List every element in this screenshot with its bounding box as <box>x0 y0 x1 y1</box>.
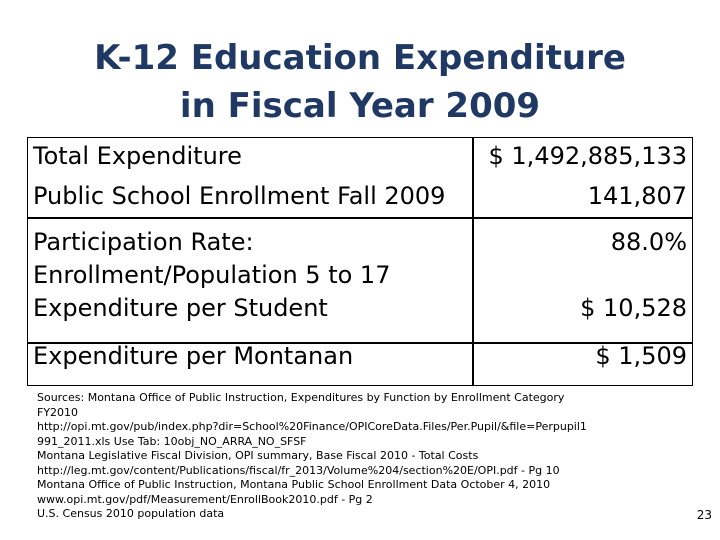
row-value-total-expenditure: $ 1,492,885,133 <box>488 142 687 170</box>
expenditure-table <box>27 137 693 386</box>
source-line: Montana Legislative Fiscal Division, OPI summary, Base Fiscal 2010 - Total Costs <box>37 449 479 462</box>
source-line: FY2010 <box>37 405 79 419</box>
row-label-total-expenditure: Total Expenditure <box>33 142 242 170</box>
source-line: Montana Office of Public Instruction, Montana Public School Enrollment Data October 4, 2010 <box>37 478 551 491</box>
slide-title <box>0 34 720 130</box>
row-value-participation-rate: 88.0% <box>610 228 687 256</box>
row-label-enrollment: Public School Enrollment Fall 2009 <box>33 182 446 210</box>
row-label-expenditure-per-student: Expenditure per Student <box>33 294 328 322</box>
row-value-expenditure-per-student: $ 10,528 <box>580 294 687 322</box>
row-label-participation-rate: Participation Rate: <box>33 228 254 256</box>
source-line: 991_2011.xls Use Tab: 10obj_NO_ARRA_NO_SFSF <box>37 434 307 448</box>
row-label-expenditure-per-montanan: Expenditure per Montanan <box>33 342 354 370</box>
column-divider <box>472 138 474 385</box>
source-line: www.opi.mt.gov/pdf/Measurement/EnrollBook2010.pdf - Pg 2 <box>37 492 373 506</box>
row-label-enrollment-population: Enrollment/Population 5 to 17 <box>33 261 391 289</box>
row-value-enrollment: 141,807 <box>587 182 687 210</box>
title-line-2: in Fiscal Year 2009 <box>179 86 541 126</box>
source-line: Sources: Montana Office of Public Instruction, Expenditures by Function by Enrollment Category <box>37 391 565 404</box>
source-line: http://opi.mt.gov/pub/index.php?dir=School%20Finance/OPICoreData.Files/Per.Pupil/&file=Perpupil1 <box>37 420 587 433</box>
source-line: http://leg.mt.gov/content/Publications/fiscal/fr_2013/Volume%204/section%20E/OPI.pdf - Pg 10 <box>37 463 560 477</box>
row-value-expenditure-per-montanan: $ 1,509 <box>595 342 687 370</box>
page-number: 23 <box>696 508 712 522</box>
title-line-1: K-12 Education Expenditure <box>94 38 626 78</box>
source-line: U.S. Census 2010 population data <box>37 507 225 520</box>
sources-note <box>37 391 677 522</box>
row-divider <box>28 217 692 219</box>
